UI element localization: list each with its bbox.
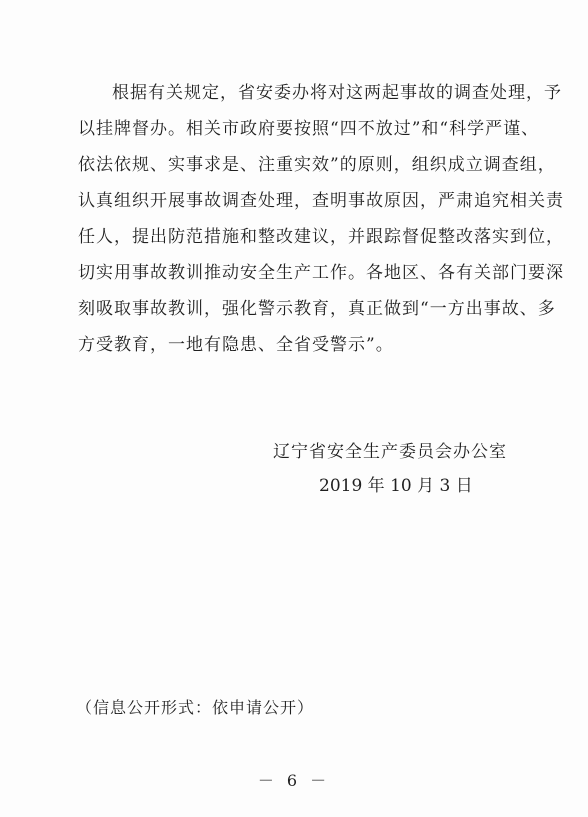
paragraph-line: 任人，提出防范措施和整改建议，并跟踪督促整改落实到位， xyxy=(78,227,564,247)
paragraph-line: 认真组织开展事故调查处理，查明事故原因，严肃追究相关责 xyxy=(78,191,564,211)
page-number: － 6 － xyxy=(257,771,331,790)
signature-date: 2019 年 10 月 3 日 xyxy=(319,476,473,496)
paragraph-line: 依法依规、实事求是、注重实效”的原则，组织成立调查组， xyxy=(78,155,556,175)
paragraph-line: 切实用事故教训推动安全生产工作。各地区、各有关部门要深 xyxy=(78,263,564,283)
paragraph-line: 刻吸取事故教训，强化警示教育，真正做到“一方出事故、多 xyxy=(78,299,556,319)
body-paragraph xyxy=(78,75,564,363)
signature-organization: 辽宁省安全生产委员会办公室 xyxy=(273,442,507,462)
paragraph-line: 以挂牌督办。相关市政府要按照“四不放过”和“科学严谨、 xyxy=(78,119,540,139)
paragraph-line: 根据有关规定，省安委办将对这两起事故的调查处理，予 xyxy=(112,83,562,103)
disclosure-note: （信息公开形式：依申请公开） xyxy=(76,698,315,717)
paragraph-line: 方受教育，一地有隐患、全省受警示”。 xyxy=(78,335,394,355)
